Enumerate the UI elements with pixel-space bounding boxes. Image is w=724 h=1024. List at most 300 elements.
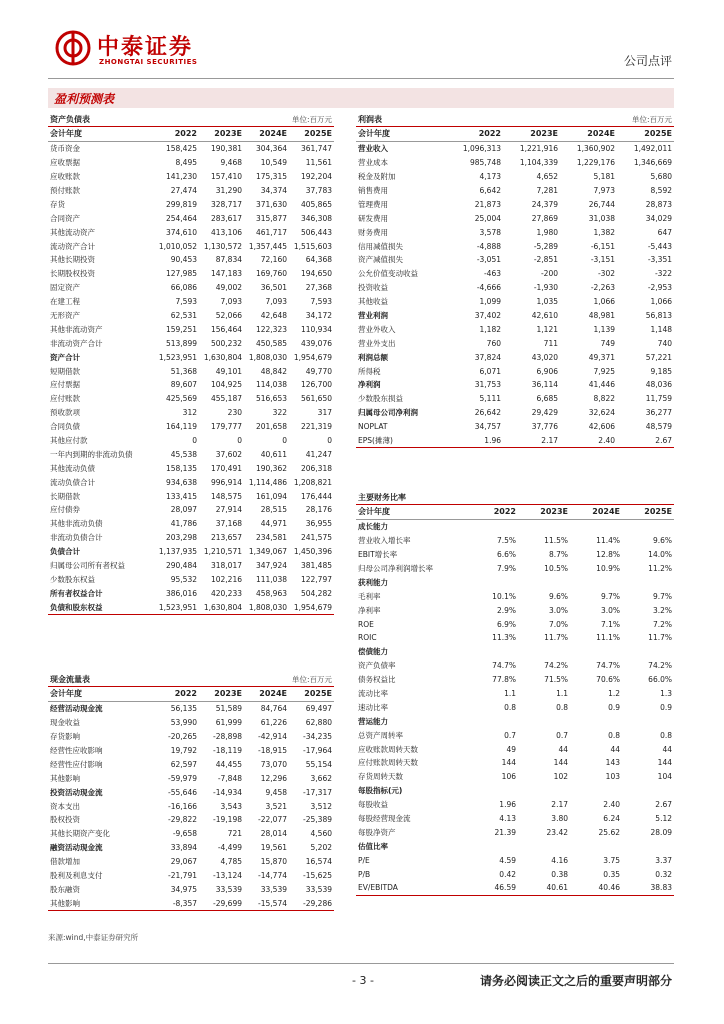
cell-value: 7,093 bbox=[265, 297, 287, 307]
row-label: 流动比率 bbox=[358, 689, 388, 699]
cell-value: 169,760 bbox=[255, 269, 287, 279]
cell-value: 21.39 bbox=[494, 827, 516, 837]
cell-value: 290,484 bbox=[165, 561, 197, 571]
cell-value: 26,642 bbox=[474, 408, 501, 418]
cell-value: 9,185 bbox=[650, 366, 672, 376]
cell-value: 0.8 bbox=[504, 702, 516, 712]
table-row bbox=[356, 350, 674, 364]
row-label: 经营性应收影响 bbox=[50, 746, 103, 755]
cell-value: 1,515,603 bbox=[293, 241, 332, 251]
cell-value: 104 bbox=[657, 772, 672, 782]
row-label: 应付账款周转天数 bbox=[358, 758, 418, 768]
cell-value bbox=[622, 575, 674, 589]
report-type: 公司点评 bbox=[623, 54, 672, 68]
cell-value: 1,010,052 bbox=[158, 241, 197, 251]
table-row bbox=[48, 364, 334, 378]
table-row bbox=[48, 559, 334, 573]
cell-value: 110,934 bbox=[300, 324, 332, 334]
table-row bbox=[356, 881, 674, 895]
cell-value: 1,066 bbox=[593, 297, 615, 307]
cell-value: 36,277 bbox=[645, 408, 672, 418]
cell-value: 1,954,679 bbox=[289, 600, 334, 614]
cell-value: 996,914 bbox=[210, 477, 242, 487]
cell-value: 1,121 bbox=[536, 324, 558, 334]
cell-value: -1,930 bbox=[533, 283, 558, 293]
cell-value: 144 bbox=[657, 758, 672, 768]
cell-value: 49,002 bbox=[215, 283, 242, 293]
cell-value: 74.2% bbox=[648, 661, 672, 671]
row-label: 融资活动现金流 bbox=[50, 843, 103, 853]
cell-value: 7,925 bbox=[593, 366, 615, 376]
table-row bbox=[356, 659, 674, 673]
cell-value: 1.1 bbox=[504, 689, 516, 699]
cell-value: 1,523,951 bbox=[158, 352, 197, 362]
row-label: 信用减值损失 bbox=[358, 241, 403, 251]
table-row bbox=[356, 853, 674, 867]
cell-value: -463 bbox=[483, 269, 501, 279]
table-row bbox=[48, 855, 334, 869]
table-row bbox=[48, 799, 334, 813]
row-label: EPS(摊薄) bbox=[356, 434, 446, 448]
cell-value: 36,114 bbox=[531, 380, 558, 390]
cell-value: 1,096,313 bbox=[462, 144, 501, 154]
page-number: - 3 - bbox=[352, 974, 374, 987]
cell-value: 147,183 bbox=[210, 269, 242, 279]
row-label: 管理费用 bbox=[358, 199, 388, 209]
cell-value: 11.1% bbox=[596, 633, 620, 643]
cell-value: 3.0% bbox=[600, 605, 620, 615]
cell-value: 361,747 bbox=[300, 144, 332, 154]
cell-value: 44,971 bbox=[260, 519, 287, 529]
cell-value: -2,953 bbox=[647, 283, 672, 293]
cell-value: 299,819 bbox=[165, 199, 197, 209]
logo-chinese: 中泰证券 bbox=[97, 35, 194, 60]
cell-value: 328,717 bbox=[210, 199, 242, 209]
cell-value: 176,444 bbox=[300, 491, 332, 501]
cell-value: 51,368 bbox=[170, 366, 197, 376]
cell-value: 721 bbox=[227, 829, 242, 839]
cell-value: 0.32 bbox=[655, 869, 672, 879]
table-row bbox=[356, 295, 674, 309]
cell-value: 439,076 bbox=[300, 338, 332, 348]
header-divider bbox=[48, 78, 674, 79]
table-row bbox=[356, 548, 674, 562]
cell-value bbox=[466, 839, 518, 853]
row-label: 流动资产合计 bbox=[50, 241, 95, 251]
cell-value: 49,371 bbox=[588, 352, 615, 362]
cell-value: 5,680 bbox=[650, 172, 672, 182]
cell-value: 5.12 bbox=[655, 814, 672, 824]
cell-value bbox=[570, 519, 622, 533]
cell-value: 1,139 bbox=[593, 324, 615, 334]
table-row bbox=[356, 742, 674, 756]
cell-value: 148,575 bbox=[210, 491, 242, 501]
cell-value: 89,607 bbox=[170, 380, 197, 390]
cell-value: 5,202 bbox=[310, 843, 332, 853]
cell-value: 103 bbox=[605, 772, 620, 782]
cell-value: 5,111 bbox=[479, 394, 501, 404]
cell-value: 1,210,571 bbox=[203, 547, 242, 557]
cell-value: 1,357,445 bbox=[248, 241, 287, 251]
cell-value: 0.8 bbox=[556, 702, 568, 712]
cell-value: 34,172 bbox=[305, 311, 332, 321]
table-row bbox=[48, 600, 334, 614]
cell-value: 7.5% bbox=[496, 536, 516, 546]
table-row bbox=[48, 434, 334, 448]
cell-value: 157,410 bbox=[210, 172, 242, 182]
table-caption bbox=[356, 490, 674, 505]
section-banner bbox=[48, 88, 674, 108]
cell-value: 72,160 bbox=[260, 255, 287, 265]
cell-value: 37,602 bbox=[215, 449, 242, 459]
column-header: 2022 bbox=[466, 505, 518, 519]
cell-value: 241,575 bbox=[300, 533, 332, 543]
row-label: 营业成本 bbox=[358, 158, 388, 168]
cell-value: 27,914 bbox=[215, 505, 242, 515]
cell-value: 4,652 bbox=[536, 172, 558, 182]
cell-value: 3.2% bbox=[652, 605, 672, 615]
table-row bbox=[356, 617, 674, 631]
cell-value: 44 bbox=[610, 744, 620, 754]
cell-value: 3.80 bbox=[551, 814, 568, 824]
cell-value bbox=[466, 645, 518, 659]
cell-value: 49,770 bbox=[305, 366, 332, 376]
row-label: 长期借款 bbox=[50, 491, 80, 501]
cell-value: 33,539 bbox=[305, 884, 332, 894]
table-row bbox=[356, 700, 674, 714]
column-header: 2022 bbox=[446, 127, 503, 141]
row-label: 净利率 bbox=[358, 605, 381, 615]
cell-value: 405,865 bbox=[300, 199, 332, 209]
cell-value: 506,443 bbox=[300, 227, 332, 237]
cell-value: -15,625 bbox=[303, 871, 332, 881]
cell-value: 2.17 bbox=[503, 434, 560, 448]
cell-value: 221,319 bbox=[300, 422, 332, 432]
cell-value: 122,797 bbox=[300, 574, 332, 584]
cell-value: 194,650 bbox=[300, 269, 332, 279]
table-row bbox=[356, 378, 674, 392]
cell-value: 25.62 bbox=[598, 827, 620, 837]
cell-value: 70.6% bbox=[596, 675, 620, 685]
cell-value: 29,067 bbox=[170, 857, 197, 867]
cell-value: -8,357 bbox=[154, 896, 199, 910]
cell-value: 4,560 bbox=[310, 829, 332, 839]
cell-value: 213,657 bbox=[210, 533, 242, 543]
table-row bbox=[356, 309, 674, 323]
cell-value: 10,549 bbox=[260, 158, 287, 168]
cell-value: 711 bbox=[543, 338, 558, 348]
table-row bbox=[356, 728, 674, 742]
row-label: 研发费用 bbox=[358, 213, 388, 223]
cell-value: 56,135 bbox=[170, 704, 197, 714]
cell-value: -29,286 bbox=[289, 896, 334, 910]
table-row bbox=[48, 744, 334, 758]
cell-value: 0 bbox=[282, 436, 287, 446]
cell-value: -14,774 bbox=[258, 871, 287, 881]
column-header: 2025E bbox=[617, 127, 674, 141]
cell-value: 55,154 bbox=[305, 759, 332, 769]
page-header bbox=[0, 0, 724, 80]
cell-value: -7,848 bbox=[217, 773, 242, 783]
cell-value: 458,963 bbox=[255, 588, 287, 598]
cell-value: 41,446 bbox=[588, 380, 615, 390]
cell-value: 1,130,572 bbox=[203, 241, 242, 251]
cell-value: 6,685 bbox=[536, 394, 558, 404]
row-label: 投资活动现金流 bbox=[50, 787, 103, 797]
table-row bbox=[48, 350, 334, 364]
row-label: 资本支出 bbox=[50, 801, 80, 811]
cell-value: 61,999 bbox=[215, 718, 242, 728]
cell-value: 87,834 bbox=[215, 255, 242, 265]
table-row bbox=[356, 519, 674, 533]
table-header-row bbox=[48, 687, 334, 701]
row-label: 股权投资 bbox=[50, 815, 80, 825]
row-label: 合同资产 bbox=[50, 213, 80, 223]
cell-value: 3.37 bbox=[655, 855, 672, 865]
row-label: 其他长期资产变化 bbox=[50, 829, 110, 839]
cell-value: 37,402 bbox=[474, 311, 501, 321]
table-row bbox=[356, 784, 674, 798]
cell-value: -4,666 bbox=[476, 283, 501, 293]
table-row bbox=[48, 253, 334, 267]
cell-value: 62,880 bbox=[305, 718, 332, 728]
table-row bbox=[48, 461, 334, 475]
cell-value: 28,014 bbox=[260, 829, 287, 839]
cell-value: 8.7% bbox=[548, 550, 568, 560]
cell-value bbox=[518, 839, 570, 853]
cell-value: 179,777 bbox=[210, 422, 242, 432]
table-row bbox=[48, 827, 334, 841]
cell-value: 413,106 bbox=[210, 227, 242, 237]
cell-value: 74.2% bbox=[544, 661, 568, 671]
cell-value: 48,579 bbox=[645, 422, 672, 432]
cell-value: 42,648 bbox=[260, 311, 287, 321]
cell-value: 0.42 bbox=[499, 869, 516, 879]
cell-value: 0.9 bbox=[608, 702, 620, 712]
row-label: 股东融资 bbox=[50, 884, 80, 894]
cell-value: -19,198 bbox=[213, 815, 242, 825]
table-row bbox=[48, 267, 334, 281]
cell-value: 51,589 bbox=[215, 704, 242, 714]
cell-value: 0 bbox=[327, 436, 332, 446]
cell-value: 315,877 bbox=[255, 213, 287, 223]
cell-value: 11.2% bbox=[648, 564, 672, 573]
row-label: 其他收益 bbox=[358, 297, 388, 307]
cell-value: 7.0% bbox=[548, 619, 568, 629]
cell-value: 2.40 bbox=[560, 434, 617, 448]
row-label: 营业外收入 bbox=[358, 324, 396, 334]
row-label: 速动比率 bbox=[358, 702, 388, 712]
cell-value: 37,783 bbox=[305, 186, 332, 195]
row-label: 营运能力 bbox=[358, 716, 388, 726]
cell-value: 114,038 bbox=[255, 380, 287, 390]
row-label: 货币资金 bbox=[50, 144, 80, 154]
cell-value: 1,630,804 bbox=[203, 352, 242, 362]
cell-value: 1,630,804 bbox=[199, 600, 244, 614]
row-label: 每股收益 bbox=[358, 800, 388, 810]
row-label: 非流动负债合计 bbox=[50, 533, 103, 543]
cell-value: 84,764 bbox=[260, 704, 287, 714]
cell-value: 8,592 bbox=[650, 186, 672, 195]
cell-value bbox=[570, 784, 622, 798]
cell-value: -5,289 bbox=[533, 241, 558, 251]
zhongtai-logo-icon bbox=[55, 30, 91, 66]
cell-value: 1,104,339 bbox=[519, 158, 558, 168]
cell-value: 31,753 bbox=[474, 380, 501, 390]
row-label: 其他影响 bbox=[48, 896, 154, 910]
cell-value: 44,455 bbox=[215, 759, 242, 769]
table-title: 资产负债表 bbox=[50, 115, 90, 124]
table-row bbox=[356, 673, 674, 687]
cell-value: 322 bbox=[272, 408, 287, 418]
cell-value: 26,744 bbox=[588, 199, 615, 209]
cell-value: 0.8 bbox=[660, 730, 672, 740]
column-header: 2025E bbox=[289, 687, 334, 701]
table-row bbox=[48, 730, 334, 744]
cell-value: 3,543 bbox=[220, 801, 242, 811]
table-row bbox=[356, 687, 674, 701]
cell-value: 3.0% bbox=[548, 605, 568, 615]
cell-value bbox=[518, 519, 570, 533]
cell-value bbox=[466, 784, 518, 798]
column-header: 2023E bbox=[518, 505, 570, 519]
cell-value: 27,368 bbox=[305, 283, 332, 293]
table-row bbox=[356, 575, 674, 589]
table-row bbox=[48, 378, 334, 392]
cell-value bbox=[622, 784, 674, 798]
row-label: 毛利率 bbox=[358, 591, 381, 601]
cell-value: 11.7% bbox=[544, 633, 568, 643]
row-label: 在建工程 bbox=[50, 297, 80, 307]
table-row bbox=[48, 882, 334, 896]
cell-value: 37,168 bbox=[215, 519, 242, 529]
cell-value: 1,182 bbox=[479, 324, 501, 334]
cell-value: 4.13 bbox=[499, 814, 516, 824]
cell-value: 3,512 bbox=[310, 801, 332, 811]
row-label: 存货 bbox=[50, 199, 65, 209]
cell-value: 3,521 bbox=[265, 801, 287, 811]
cell-value: 1,954,679 bbox=[293, 352, 332, 362]
table-row bbox=[48, 239, 334, 253]
cell-value: 71.5% bbox=[544, 675, 568, 685]
cell-value: 206,318 bbox=[300, 463, 332, 473]
cell-value: 1,349,067 bbox=[248, 547, 287, 557]
cell-value: 3,578 bbox=[479, 227, 501, 237]
cell-value: -17,317 bbox=[303, 787, 332, 797]
cell-value: 374,610 bbox=[165, 227, 197, 237]
cell-value: 6,642 bbox=[479, 186, 501, 195]
row-label: 营业外支出 bbox=[358, 338, 396, 348]
cell-value: 175,315 bbox=[255, 172, 287, 182]
cell-value: 1,221,916 bbox=[519, 144, 558, 154]
cell-value: 19,792 bbox=[170, 746, 197, 755]
cell-value: 11.5% bbox=[544, 536, 568, 546]
cell-value: 33,894 bbox=[170, 843, 197, 853]
table-row bbox=[356, 798, 674, 812]
cell-value: 1,208,821 bbox=[293, 477, 332, 487]
table-row bbox=[356, 645, 674, 659]
cell-value: -14,934 bbox=[213, 787, 242, 797]
cell-value: -2,851 bbox=[533, 255, 558, 265]
cell-value: -5,443 bbox=[647, 241, 672, 251]
cell-value: 386,016 bbox=[165, 588, 197, 598]
row-label: P/B bbox=[358, 869, 371, 879]
cell-value: 0 bbox=[192, 436, 197, 446]
table-row bbox=[356, 267, 674, 281]
cell-value: 31,290 bbox=[215, 186, 242, 195]
cell-value: 1,382 bbox=[593, 227, 615, 237]
cell-value: 2.67 bbox=[617, 434, 674, 448]
cell-value: 7,281 bbox=[536, 186, 558, 195]
cell-value: 304,364 bbox=[255, 144, 287, 154]
cell-value: 40.46 bbox=[570, 881, 622, 895]
table-row bbox=[356, 406, 674, 420]
row-label: 资产合计 bbox=[50, 352, 80, 362]
cell-value: -200 bbox=[540, 269, 558, 279]
cell-value: 90,453 bbox=[170, 255, 197, 265]
cell-value: 749 bbox=[600, 338, 615, 348]
row-label: 经营性应付影响 bbox=[50, 759, 103, 769]
cell-value: 36,501 bbox=[260, 283, 287, 293]
cell-value bbox=[570, 575, 622, 589]
table-title: 主要财务比率 bbox=[358, 493, 406, 502]
cell-value: -302 bbox=[597, 269, 615, 279]
column-header: 2023E bbox=[503, 127, 560, 141]
row-label: 短期借款 bbox=[50, 366, 80, 376]
table-row bbox=[48, 545, 334, 559]
cell-value: 1,360,902 bbox=[576, 144, 615, 154]
cell-value: 0.38 bbox=[551, 869, 568, 879]
cell-value: 11.3% bbox=[492, 633, 516, 643]
cell-value: 1.96 bbox=[499, 800, 516, 810]
cell-value: 8,495 bbox=[175, 158, 197, 168]
cell-value: 102,216 bbox=[210, 574, 242, 584]
row-label: 税金及附加 bbox=[358, 172, 396, 182]
row-label: 其他流动负债 bbox=[50, 463, 95, 473]
table-caption bbox=[48, 672, 334, 687]
cell-value: 6,071 bbox=[479, 366, 501, 376]
cell-value: -9,658 bbox=[172, 829, 197, 839]
cell-value: 158,425 bbox=[165, 144, 197, 154]
table-row bbox=[48, 813, 334, 827]
cell-value: 34,757 bbox=[474, 422, 501, 432]
cell-value: 49,101 bbox=[215, 366, 242, 376]
cell-value: 41,786 bbox=[170, 519, 197, 529]
row-label: 获利能力 bbox=[358, 577, 388, 587]
cell-value: 230 bbox=[227, 408, 242, 418]
row-label: 偿债能力 bbox=[358, 647, 388, 657]
cell-value: -20,265 bbox=[168, 732, 197, 742]
cell-value: -13,124 bbox=[213, 871, 242, 881]
table-row bbox=[48, 295, 334, 309]
cell-value: -25,389 bbox=[303, 815, 332, 825]
table-row bbox=[356, 756, 674, 770]
row-label: 所得税 bbox=[358, 366, 381, 376]
cashflow-table bbox=[48, 672, 334, 911]
table-row bbox=[356, 322, 674, 336]
cell-value: 66,086 bbox=[170, 283, 197, 293]
table-row bbox=[356, 812, 674, 826]
cell-value: -3,351 bbox=[647, 255, 672, 265]
cell-value bbox=[622, 714, 674, 728]
table-row bbox=[48, 716, 334, 730]
cell-value: 40,611 bbox=[260, 449, 287, 459]
column-header: 2022 bbox=[154, 687, 199, 701]
column-header: 会计年度 bbox=[356, 127, 446, 141]
cell-value: 6,906 bbox=[536, 366, 558, 376]
cell-value: 29,429 bbox=[531, 408, 558, 418]
cell-value: 34,374 bbox=[260, 186, 287, 195]
